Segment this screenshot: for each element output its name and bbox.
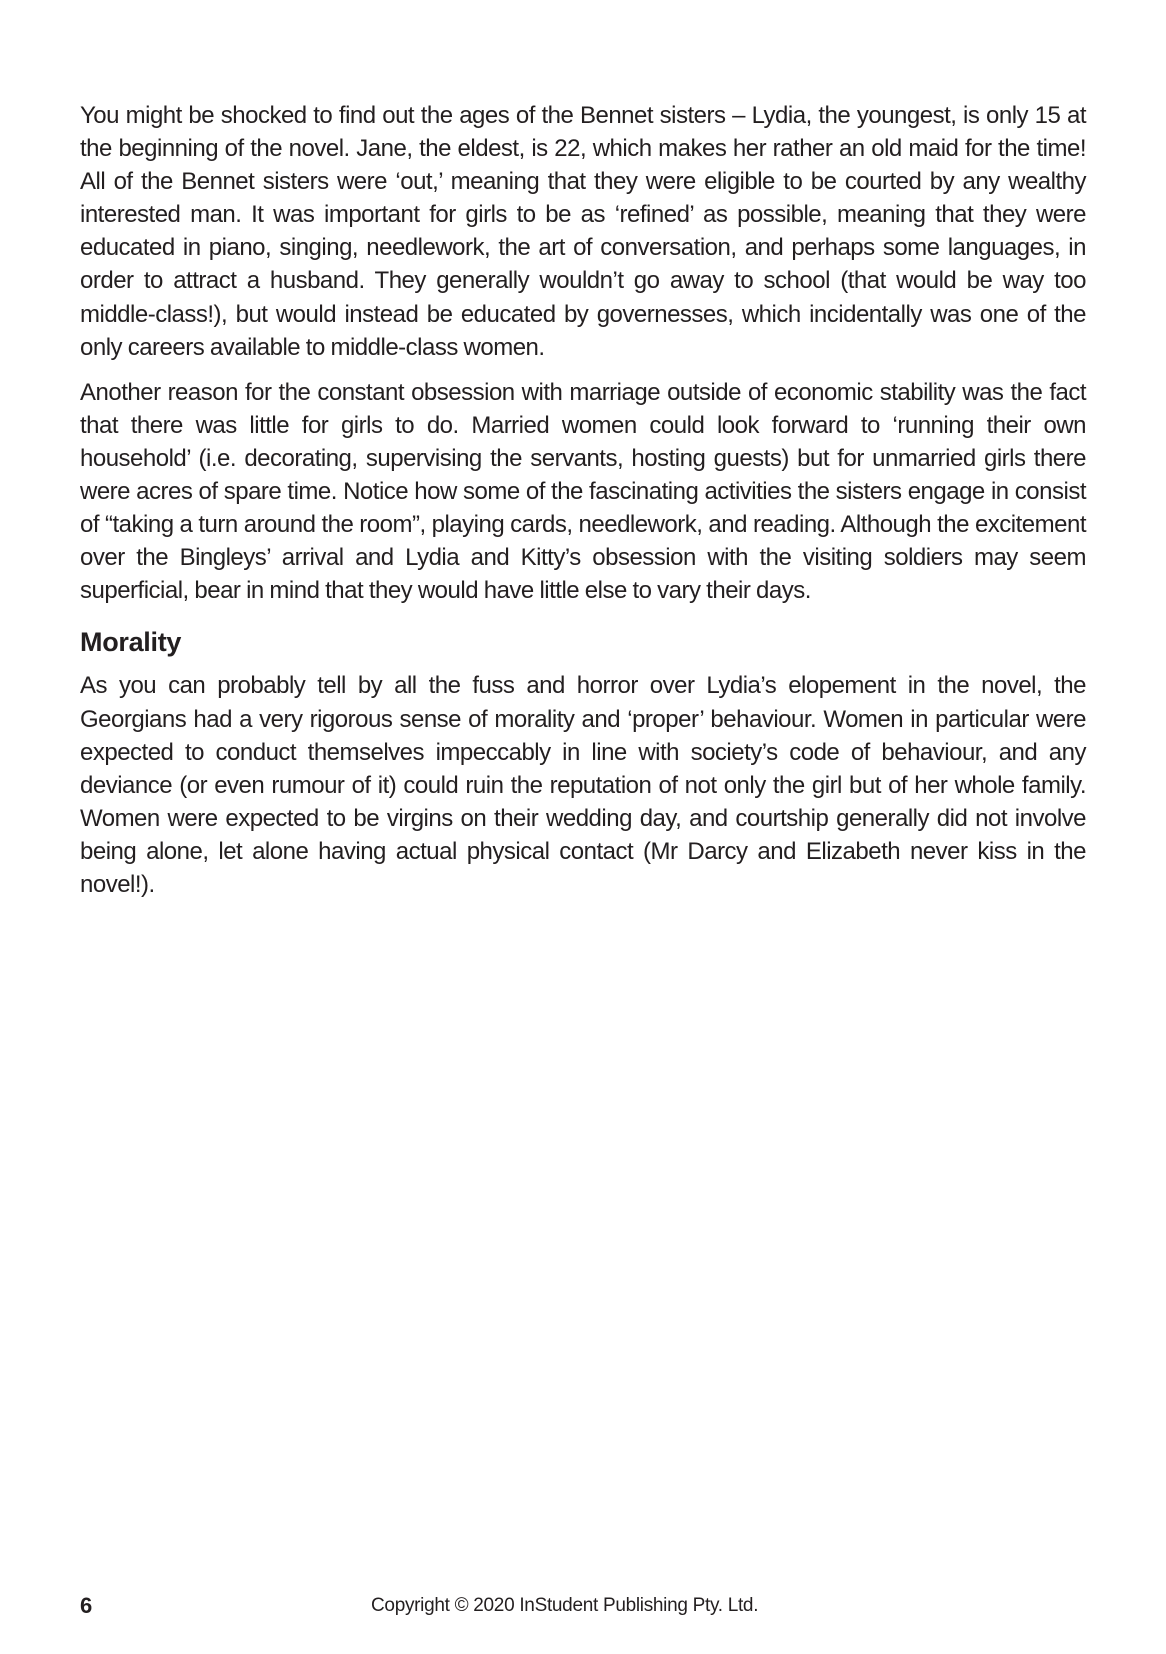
copyright-notice: Copyright © 2020 InStudent Publishing Pty. Ltd. bbox=[371, 1595, 759, 1616]
page-footer bbox=[80, 1593, 1086, 1623]
body-paragraph: Another reason for the constant obsession with marriage outside of economic stability was the fact that there was little for girls to do. Married women could look forward to ‘running their own household’ (i.e. decorating, supervising the servants, hosting guests) but for unmarried girls there were acres of spare time. Notice how some of the fascinating activities the sisters engage in consist of “taking a turn around the room”, playing cards, needlework, and reading. Although the excitement over the Bingleys’ arrival and Lydia and Kitty’s obsession with the visiting soldiers may seem superficial, bear in mind that they would have little else to vary their days. bbox=[80, 378, 1086, 605]
section-heading: Morality bbox=[80, 627, 182, 658]
page-number: 6 bbox=[80, 1593, 93, 1618]
body-paragraph: You might be shocked to find out the ages of the Bennet sisters – Lydia, the youngest, is only 15 at the beginning of the novel. Jane, the eldest, is 22, which makes her rather an old maid for the time! All of the Bennet sisters were ‘out,’ meaning that they were eligible to be courted by any wealthy interested man. It was important for girls to be as ‘refined’ as possible, meaning that they were educated in piano, singing, needlework, the art of conversation, and perhaps some languages, in order to attract a husband. They generally wouldn’t go away to school (that would be way too middle-class!), but would instead be educated by governesses, which incidentally was one of the only careers available to middle-class women. bbox=[80, 102, 1086, 361]
body-paragraph: As you can probably tell by all the fuss and horror over Lydia’s elopement in the novel, the Georgians had a very rigorous sense of morality and ‘proper’ behaviour. Women in particular were expected to conduct themselves impeccably in line with society’s code of behaviour, and any deviance (or even rumour of it) could ruin the reputation of not only the girl but of her whole family. Women were expected to be virgins on their wedding day, and courtship generally did not involve being alone, let alone having actual physical contact (Mr Darcy and Elizabeth never kiss in the novel!). bbox=[80, 672, 1086, 898]
page-content bbox=[80, 99, 1086, 913]
